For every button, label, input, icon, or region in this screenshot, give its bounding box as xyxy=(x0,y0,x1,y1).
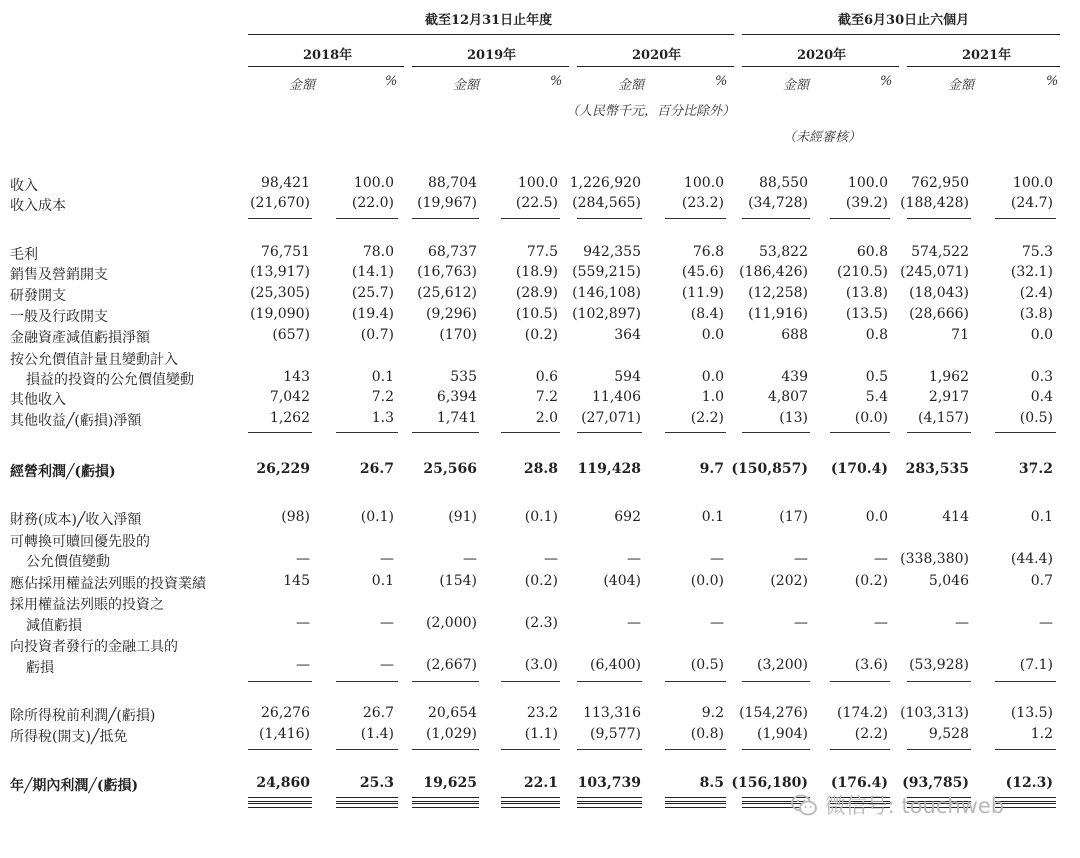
percent-cell: 1.0 xyxy=(701,389,724,405)
percent-cell: (12.3) xyxy=(1005,775,1053,791)
percent-cell: 8.5 xyxy=(699,775,724,791)
year-header-h2020: 2020年 xyxy=(797,48,847,63)
percent-cell: (8.4) xyxy=(690,306,724,322)
amount-cell: 1,226,920 xyxy=(569,175,641,191)
percent-cell: (210.5) xyxy=(836,264,888,280)
year-header-2020: 2020年 xyxy=(632,48,682,63)
amount-cell: 1,262 xyxy=(269,410,310,426)
percent-cell: 37.2 xyxy=(1018,461,1053,477)
percent-cell: (0.5) xyxy=(1019,410,1053,426)
row-label: 收入成本 xyxy=(10,198,66,214)
year-rule-2019 xyxy=(412,66,569,67)
percent-cell: — xyxy=(874,551,888,567)
double-underline xyxy=(995,803,1056,808)
percent-cell: 0.0 xyxy=(865,509,888,525)
subtotal-rule xyxy=(665,432,726,433)
percent-cell: — xyxy=(874,615,888,631)
percent-cell: 7.2 xyxy=(371,389,394,405)
amount-cell: (19,090) xyxy=(250,306,310,322)
percent-cell: (0.2) xyxy=(524,327,558,343)
percent-cell: (0.5) xyxy=(690,657,724,673)
amount-cell: (2,667) xyxy=(425,657,477,673)
amount-cell: (91) xyxy=(448,509,477,525)
row-label: 其他收益╱(虧損)淨額 xyxy=(10,413,142,429)
amount-cell: 692 xyxy=(614,509,641,525)
row-label: 向投資者發行的金融工具的 xyxy=(10,639,178,655)
year-rule-2018 xyxy=(248,66,404,67)
subtotal-rule xyxy=(248,432,312,433)
percent-cell: (13.5) xyxy=(1010,705,1053,721)
amount-cell: 439 xyxy=(781,369,808,385)
amount-cell: (154,276) xyxy=(739,705,808,721)
percent-cell: 0.1 xyxy=(371,369,394,385)
subtotal-rule xyxy=(995,432,1056,433)
percent-cell: — xyxy=(380,657,394,673)
subtotal-rule xyxy=(995,218,1056,219)
amount-cell: (338,380) xyxy=(900,551,969,567)
amount-cell: (27,071) xyxy=(581,410,641,426)
amount-cell: 7,042 xyxy=(269,389,310,405)
amount-cell: (9,577) xyxy=(589,726,641,742)
percent-cell: 7.2 xyxy=(535,389,558,405)
header-group-half: 截至6月30日止六個月 xyxy=(838,13,970,28)
amount-cell: (13,917) xyxy=(250,264,310,280)
pct-header-2020: % xyxy=(715,74,728,89)
percent-cell: (45.6) xyxy=(681,264,724,280)
unit-note: （人民幣千元，百分比除外） xyxy=(566,104,736,119)
amount-cell: — xyxy=(296,551,310,567)
year-rule-2020 xyxy=(577,66,734,67)
amount-cell: — xyxy=(627,551,641,567)
amount-cell: 9,528 xyxy=(928,726,969,742)
amount-cell: — xyxy=(794,615,808,631)
percent-cell: (23.2) xyxy=(681,195,724,211)
amount-cell: 594 xyxy=(614,369,641,385)
percent-cell: 0.8 xyxy=(865,327,888,343)
percent-cell: (39.2) xyxy=(845,195,888,211)
percent-cell: 9.2 xyxy=(701,705,724,721)
subtotal-rule xyxy=(248,218,312,219)
percent-cell: (18.9) xyxy=(515,264,558,280)
row-label: 可轉換可贖回優先股的 xyxy=(10,534,150,550)
percent-cell: 26.7 xyxy=(362,705,394,721)
subtotal-rule xyxy=(995,681,1056,682)
row-label: 收入 xyxy=(10,178,38,194)
double-underline xyxy=(336,797,398,802)
pct-header-2018: % xyxy=(385,74,398,89)
watermark xyxy=(790,790,1004,820)
percent-cell: 28.8 xyxy=(523,461,558,477)
percent-cell: (22.5) xyxy=(515,195,558,211)
amount-cell: — xyxy=(955,615,969,631)
percent-cell: (25.7) xyxy=(351,285,394,301)
percent-cell: (32.1) xyxy=(1010,264,1053,280)
wechat-icon xyxy=(790,793,818,817)
amount-cell: (19,967) xyxy=(417,195,477,211)
amount-cell: (1,029) xyxy=(425,726,477,742)
amount-cell: 364 xyxy=(614,327,641,343)
amount-cell: 68,737 xyxy=(428,244,477,260)
subtotal-rule xyxy=(995,749,1056,750)
amount-cell: (1,416) xyxy=(258,726,310,742)
percent-cell: — xyxy=(380,615,394,631)
double-underline xyxy=(412,797,479,802)
subtotal-rule xyxy=(665,218,726,219)
amount-cell: (16,763) xyxy=(417,264,477,280)
percent-cell: — xyxy=(710,551,724,567)
row-label: 應佔採用權益法列賬的投資業績 xyxy=(10,576,206,592)
percent-cell: (10.5) xyxy=(515,306,558,322)
subtotal-rule xyxy=(742,681,810,682)
amount-cell: (4,157) xyxy=(917,410,969,426)
percent-cell: 77.5 xyxy=(526,244,558,260)
double-underline xyxy=(336,803,398,808)
subtotal-rule xyxy=(577,432,642,433)
percent-cell: (3.8) xyxy=(1019,306,1053,322)
percent-cell: (13.8) xyxy=(845,285,888,301)
percent-cell: 25.3 xyxy=(359,775,394,791)
amount-cell: 574,522 xyxy=(911,244,969,260)
subtotal-rule xyxy=(336,432,398,433)
amount-cell: (202) xyxy=(770,573,808,589)
percent-cell: 1.3 xyxy=(371,410,394,426)
percent-cell: (19.4) xyxy=(351,306,394,322)
amount-cell: 88,550 xyxy=(759,175,808,191)
amount-cell: (404) xyxy=(603,573,641,589)
year-header-h2021: 2021年 xyxy=(962,48,1012,63)
double-underline xyxy=(248,803,312,808)
amount-cell: (102,897) xyxy=(572,306,641,322)
subtotal-rule xyxy=(412,432,479,433)
amount-cell: (28,666) xyxy=(909,306,969,322)
year-header-2018: 2018年 xyxy=(303,48,353,63)
percent-cell: 100.0 xyxy=(683,175,724,191)
subtotal-rule xyxy=(501,218,560,219)
amount-cell: 535 xyxy=(450,369,477,385)
amount-cell: 53,822 xyxy=(759,244,808,260)
subtotal-rule xyxy=(907,749,971,750)
year-header-2019: 2019年 xyxy=(467,48,517,63)
subtotal-rule xyxy=(742,432,810,433)
amount-cell: 26,229 xyxy=(256,461,310,477)
percent-cell: (2.2) xyxy=(854,726,888,742)
double-underline xyxy=(577,797,642,802)
row-label: 其他收入 xyxy=(10,392,66,408)
amount-cell: 71 xyxy=(951,327,969,343)
subtotal-rule xyxy=(742,218,810,219)
percent-cell: 9.7 xyxy=(699,461,724,477)
amount-cell: (3,200) xyxy=(756,657,808,673)
amount-cell: — xyxy=(463,551,477,567)
percent-cell: (0.8) xyxy=(690,726,724,742)
percent-cell: 5.4 xyxy=(865,389,888,405)
subtotal-rule xyxy=(830,749,890,750)
subtotal-rule xyxy=(577,681,642,682)
row-label: 研發開支 xyxy=(10,288,66,304)
percent-cell: (1.1) xyxy=(524,726,558,742)
subtotal-rule xyxy=(830,432,890,433)
percent-cell: (3.6) xyxy=(854,657,888,673)
subtotal-rule xyxy=(577,218,642,219)
percent-cell: (22.0) xyxy=(351,195,394,211)
double-underline xyxy=(412,803,479,808)
percent-cell: 0.5 xyxy=(865,369,888,385)
amount-cell: — xyxy=(296,657,310,673)
percent-cell: 0.0 xyxy=(701,369,724,385)
row-label: 所得稅(開支)╱抵免 xyxy=(10,729,128,745)
percent-cell: (0.2) xyxy=(524,573,558,589)
percent-cell: 76.8 xyxy=(692,244,724,260)
row-label: 採用權益法列賬的投資之 xyxy=(10,597,164,613)
amount-cell: 88,704 xyxy=(428,175,477,191)
percent-cell: (28.9) xyxy=(515,285,558,301)
amount-cell: (18,043) xyxy=(909,285,969,301)
percent-cell: 22.1 xyxy=(523,775,558,791)
amount-cell: 119,428 xyxy=(577,461,641,477)
subtotal-rule xyxy=(907,681,971,682)
percent-cell: (0.0) xyxy=(854,410,888,426)
percent-cell: 0.1 xyxy=(701,509,724,525)
percent-cell: (2.4) xyxy=(1019,285,1053,301)
percent-cell: 26.7 xyxy=(359,461,394,477)
amount-cell: 26,276 xyxy=(261,705,310,721)
percent-cell: (11.9) xyxy=(681,285,724,301)
percent-cell: 60.8 xyxy=(856,244,888,260)
percent-cell: 0.7 xyxy=(1030,573,1053,589)
amount-cell: (188,428) xyxy=(900,195,969,211)
subtotal-rule xyxy=(336,749,398,750)
row-label: 虧損 xyxy=(26,660,54,676)
subtotal-rule xyxy=(830,218,890,219)
percent-cell: (170.4) xyxy=(830,461,888,477)
percent-cell: 100.0 xyxy=(517,175,558,191)
percent-cell: 0.6 xyxy=(535,369,558,385)
row-label: 毛利 xyxy=(10,247,38,263)
double-underline xyxy=(995,797,1056,802)
amount-cell: 24,860 xyxy=(256,775,310,791)
amount-cell: 76,751 xyxy=(261,244,310,260)
subtotal-rule xyxy=(412,749,479,750)
pct-header-2019: % xyxy=(550,74,563,89)
amount-header-h2020: 金額 xyxy=(783,78,810,93)
percent-cell: 1.2 xyxy=(1030,726,1053,742)
subtotal-rule xyxy=(907,432,971,433)
percent-cell: (0.1) xyxy=(360,509,394,525)
amount-cell: (170) xyxy=(439,327,477,343)
row-label: 金融資產減值虧損淨額 xyxy=(10,330,150,346)
percent-cell: 100.0 xyxy=(847,175,888,191)
subtotal-rule xyxy=(665,749,726,750)
subtotal-rule xyxy=(336,681,398,682)
amount-cell: (2,000) xyxy=(425,615,477,631)
row-label: 按公允價值計量且變動計入 xyxy=(10,352,178,368)
watermark-text: 微信号: touchweb xyxy=(824,794,1005,818)
percent-cell: (7.1) xyxy=(1019,657,1053,673)
amount-cell: (34,728) xyxy=(748,195,808,211)
double-underline xyxy=(577,803,642,808)
header-rule-half xyxy=(742,34,1060,35)
double-underline xyxy=(501,803,560,808)
amount-cell: 5,046 xyxy=(928,573,969,589)
row-label: 一般及行政開支 xyxy=(10,309,108,325)
row-label: 年╱期內利潤╱(虧損) xyxy=(10,778,139,794)
amount-cell: (6,400) xyxy=(589,657,641,673)
amount-cell: 283,535 xyxy=(905,461,969,477)
amount-cell: 414 xyxy=(942,509,969,525)
amount-cell: — xyxy=(296,615,310,631)
percent-cell: (176.4) xyxy=(830,775,888,791)
percent-cell: 0.4 xyxy=(1030,389,1053,405)
percent-cell: 100.0 xyxy=(1012,175,1053,191)
percent-cell: 2.0 xyxy=(535,410,558,426)
amount-cell: (13) xyxy=(779,410,808,426)
amount-cell: (245,071) xyxy=(900,264,969,280)
percent-cell: 100.0 xyxy=(353,175,394,191)
amount-cell: (146,108) xyxy=(572,285,641,301)
amount-cell: 103,739 xyxy=(577,775,641,791)
percent-cell: (14.1) xyxy=(351,264,394,280)
amount-cell: (93,785) xyxy=(902,775,969,791)
header-rule-year xyxy=(248,34,734,35)
subtotal-rule xyxy=(501,432,560,433)
subtotal-rule xyxy=(248,681,312,682)
amount-cell: (25,612) xyxy=(417,285,477,301)
amount-cell: (156,180) xyxy=(731,775,808,791)
row-label: 財務(成本)╱收入淨額 xyxy=(10,512,142,528)
amount-cell: 1,741 xyxy=(436,410,477,426)
amount-cell: 20,654 xyxy=(428,705,477,721)
subtotal-rule xyxy=(412,218,479,219)
amount-cell: 98,421 xyxy=(261,175,310,191)
amount-header-h2021: 金額 xyxy=(948,78,975,93)
amount-cell: 143 xyxy=(283,369,310,385)
amount-cell: 19,625 xyxy=(423,775,477,791)
amount-header-2019: 金額 xyxy=(453,78,480,93)
year-rule-h2020 xyxy=(742,66,899,67)
row-label: 損益的投資的公允價值變動 xyxy=(26,372,194,388)
percent-cell: 23.2 xyxy=(526,705,558,721)
subtotal-rule xyxy=(336,218,398,219)
amount-cell: (154) xyxy=(439,573,477,589)
double-underline xyxy=(665,797,726,802)
percent-cell: 0.0 xyxy=(1030,327,1053,343)
amount-cell: 762,950 xyxy=(911,175,969,191)
percent-cell: 0.3 xyxy=(1030,369,1053,385)
amount-header-2020: 金額 xyxy=(618,78,645,93)
percent-cell: 0.1 xyxy=(371,573,394,589)
amount-cell: (559,215) xyxy=(572,264,641,280)
amount-cell: (12,258) xyxy=(748,285,808,301)
amount-cell: 688 xyxy=(781,327,808,343)
percent-cell: (0.2) xyxy=(854,573,888,589)
double-underline xyxy=(248,797,312,802)
amount-cell: (98) xyxy=(281,509,310,525)
percent-cell: (174.2) xyxy=(836,705,888,721)
row-label: 減值虧損 xyxy=(26,618,82,634)
percent-cell: 78.0 xyxy=(362,244,394,260)
amount-cell: (284,565) xyxy=(572,195,641,211)
double-underline xyxy=(501,797,560,802)
amount-cell: 6,394 xyxy=(436,389,477,405)
year-rule-h2021 xyxy=(907,66,1060,67)
amount-cell: 942,355 xyxy=(583,244,641,260)
percent-cell: 0.0 xyxy=(701,327,724,343)
percent-cell: (3.0) xyxy=(524,657,558,673)
percent-cell: (0.7) xyxy=(360,327,394,343)
amount-cell: 113,316 xyxy=(583,705,641,721)
percent-cell: — xyxy=(710,615,724,631)
amount-cell: — xyxy=(794,551,808,567)
percent-cell: (13.5) xyxy=(845,306,888,322)
amount-cell: (25,305) xyxy=(250,285,310,301)
subtotal-rule xyxy=(248,749,312,750)
percent-cell: — xyxy=(1039,615,1053,631)
percent-cell: (1.4) xyxy=(360,726,394,742)
percent-cell: (2.2) xyxy=(690,410,724,426)
amount-header-2018: 金額 xyxy=(289,78,316,93)
amount-cell: — xyxy=(627,615,641,631)
percent-cell: 0.1 xyxy=(1030,509,1053,525)
amount-cell: 4,807 xyxy=(767,389,808,405)
amount-cell: (150,857) xyxy=(731,461,808,477)
subtotal-rule xyxy=(907,218,971,219)
percent-cell: — xyxy=(380,551,394,567)
percent-cell: (0.0) xyxy=(690,573,724,589)
subtotal-rule xyxy=(412,681,479,682)
amount-cell: 1,962 xyxy=(928,369,969,385)
pct-header-h2020: % xyxy=(880,74,893,89)
amount-cell: (1,904) xyxy=(756,726,808,742)
amount-cell: (21,670) xyxy=(250,195,310,211)
amount-cell: 11,406 xyxy=(592,389,641,405)
amount-cell: (53,928) xyxy=(909,657,969,673)
percent-cell: — xyxy=(544,551,558,567)
amount-cell: (657) xyxy=(272,327,310,343)
subtotal-rule xyxy=(742,749,810,750)
unaudited-note: （未經審核） xyxy=(783,130,862,145)
amount-cell: 2,917 xyxy=(928,389,969,405)
percent-cell: 75.3 xyxy=(1021,244,1053,260)
percent-cell: (44.4) xyxy=(1010,551,1053,567)
percent-cell: (2.3) xyxy=(524,615,558,631)
amount-cell: (17) xyxy=(779,509,808,525)
row-label: 銷售及營銷開支 xyxy=(10,267,108,283)
subtotal-rule xyxy=(501,749,560,750)
amount-cell: 25,566 xyxy=(423,461,477,477)
amount-cell: 145 xyxy=(283,573,310,589)
amount-cell: (186,426) xyxy=(739,264,808,280)
double-underline xyxy=(665,803,726,808)
amount-cell: (11,916) xyxy=(748,306,808,322)
row-label: 除所得稅前利潤╱(虧損) xyxy=(10,708,156,724)
row-label: 公允價值變動 xyxy=(26,554,110,570)
row-label: 經營利潤╱(虧損) xyxy=(10,464,116,480)
subtotal-rule xyxy=(501,681,560,682)
percent-cell: (0.1) xyxy=(524,509,558,525)
amount-cell: (103,313) xyxy=(900,705,969,721)
subtotal-rule xyxy=(830,681,890,682)
percent-cell: (24.7) xyxy=(1010,195,1053,211)
pct-header-h2021: % xyxy=(1046,74,1059,89)
subtotal-rule xyxy=(665,681,726,682)
header-group-year: 截至12月31日止年度 xyxy=(425,13,553,28)
amount-cell: (9,296) xyxy=(425,306,477,322)
subtotal-rule xyxy=(577,749,642,750)
